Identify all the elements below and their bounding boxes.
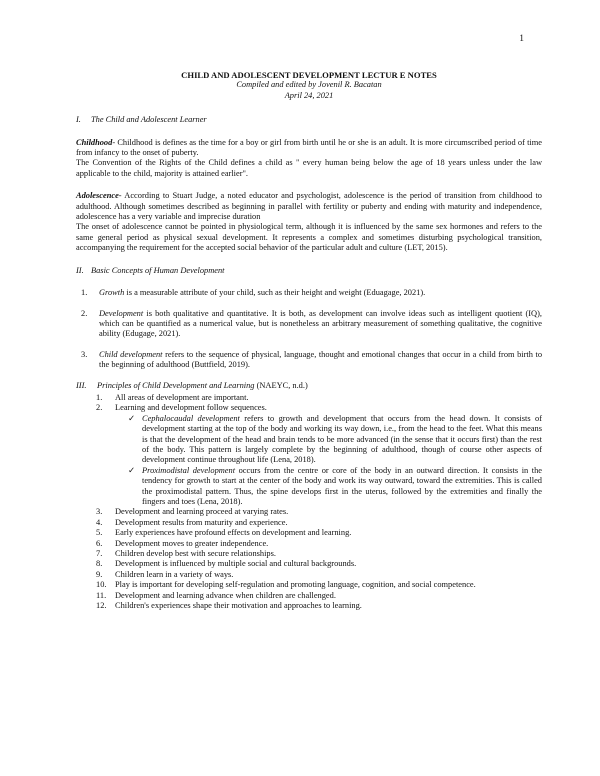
checklist-term: Proximodistal development bbox=[142, 465, 236, 475]
item-text: Development results from maturity and experience. bbox=[115, 517, 288, 527]
item-number: 3. bbox=[81, 349, 88, 359]
convention-paragraph: The Convention of the Rights of the Child defines a child as " every human being below the age of 18 years unless under the law applicable to the child, majority is attained earlier". bbox=[76, 158, 542, 178]
section-title: The Child and Adolescent Learner bbox=[91, 115, 207, 125]
list-item bbox=[96, 559, 542, 569]
item-number: 7. bbox=[96, 549, 103, 559]
item-term: Development bbox=[99, 308, 144, 318]
item-body: is a measurable attribute of your child, such as their height and weight (Eduagage, 2021). bbox=[124, 288, 426, 298]
list-item bbox=[96, 580, 542, 590]
item-number: 6. bbox=[96, 538, 103, 548]
section-title bbox=[97, 381, 308, 391]
item-number: 2. bbox=[96, 403, 103, 413]
item-text: All areas of development are important. bbox=[115, 392, 249, 402]
item-term: Growth bbox=[99, 288, 125, 298]
list-item bbox=[96, 528, 542, 538]
item-number: 5. bbox=[96, 528, 103, 538]
item-number: 12. bbox=[96, 601, 107, 611]
checkmark-icon: ✓ bbox=[128, 465, 136, 475]
item-text bbox=[99, 288, 542, 298]
section-citation: (NAEYC, n.d.) bbox=[254, 380, 308, 390]
document-date: April 24, 2021 bbox=[284, 90, 334, 100]
onset-paragraph: The onset of adolescence cannot be pointed in physiological term, although it is influenced by the same sex hormones and refers to the same general period as physical sexual development. It represents a complex and sometimes disturbing psychological transition, accompanying the requirement for the accepted social behavior of the particular adult and culture (LET, 2015). bbox=[76, 222, 542, 253]
list-item bbox=[76, 309, 542, 340]
checklist bbox=[96, 414, 542, 508]
item-text: Development is influenced by multiple social and cultural backgrounds. bbox=[115, 559, 357, 569]
section-1-body bbox=[76, 138, 542, 254]
document-subtitle: Compiled and edited by Jovenil R. Bacatan bbox=[236, 80, 382, 90]
item-number: 3. bbox=[96, 507, 103, 517]
principles-list bbox=[76, 393, 542, 612]
item-number: 8. bbox=[96, 559, 103, 569]
item-text: Children develop best with secure relationships. bbox=[115, 549, 276, 559]
item-term: Child development bbox=[99, 349, 163, 359]
checkmark-icon: ✓ bbox=[128, 413, 136, 423]
page-number: 1 bbox=[519, 34, 524, 44]
item-number: 9. bbox=[96, 569, 103, 579]
checklist-item bbox=[128, 466, 542, 508]
childhood-term: Childhood bbox=[76, 137, 113, 147]
checklist-body: refers to growth and development that occurs from the head down. It consists of development starting at the top of the body and working its way down, i.e., from the head to the feet. What this means is that the development of the head and brain tends to be more advanced (in the sense that it occurs first) than the rest of the body. This pattern is largely complete by the beginning of adulthood, though of course other aspects of development continue throughout life (Lena, 2018). bbox=[142, 413, 542, 465]
item-text: Development and learning proceed at varying rates. bbox=[115, 507, 289, 517]
item-number: 4. bbox=[96, 517, 103, 527]
section-heading-3 bbox=[76, 381, 542, 391]
item-number: 10. bbox=[96, 580, 107, 590]
item-number: 1. bbox=[96, 392, 103, 402]
section-number: III. bbox=[76, 380, 87, 390]
section-number: I. bbox=[76, 115, 81, 125]
adolescence-definition: - According to Stuart Judge, a noted educator and psychologist, adolescence is the period of transition from childhood to adulthood. Although sometimes described as beginning in parallel with fertility or puberty and ending with maturity and independence, adolescence has a very variable and imprecise duration bbox=[76, 191, 542, 222]
list-item bbox=[96, 570, 542, 580]
document-title: CHILD AND ADOLESCENT DEVELOPMENT LECTUR E NOTES bbox=[181, 70, 437, 80]
item-number: 2. bbox=[81, 308, 88, 318]
list-item bbox=[76, 288, 542, 298]
adolescence-paragraph bbox=[76, 191, 542, 222]
item-text bbox=[99, 309, 542, 340]
list-item bbox=[96, 518, 542, 528]
list-item bbox=[96, 507, 542, 517]
item-text: Development moves to greater independence. bbox=[115, 538, 269, 548]
list-item bbox=[96, 393, 542, 403]
item-text: Children learn in a variety of ways. bbox=[115, 569, 234, 579]
item-text bbox=[99, 350, 542, 371]
section-heading-2 bbox=[76, 266, 542, 276]
section-title-text: Principles of Child Development and Learning bbox=[97, 380, 255, 390]
checklist-item bbox=[128, 414, 542, 466]
item-text: Early experiences have profound effects on development and learning. bbox=[115, 528, 352, 538]
section-title: Basic Concepts of Human Development bbox=[91, 265, 225, 275]
list-item bbox=[96, 539, 542, 549]
checklist-body: occurs from the centre or core of the body in an outward direction. It consists in the tendency for growth to start at the center of the body and work its way outward, toward the extremities. This is called the proximodistal pattern. Thus, the spine develops first in the uterus, followed by the extremities and finally the fingers and toes (Lena, 2018). bbox=[142, 465, 543, 506]
item-text: Children's experiences shape their motivation and approaches to learning. bbox=[115, 601, 362, 611]
list-item bbox=[96, 601, 542, 611]
item-text: Play is important for developing self-regulation and promoting language, cognition, and social competence. bbox=[115, 580, 476, 590]
list-item bbox=[96, 549, 542, 559]
item-number: 11. bbox=[96, 590, 107, 600]
section-heading-1 bbox=[76, 115, 542, 125]
section-number: II. bbox=[76, 265, 84, 275]
item-number: 1. bbox=[81, 288, 88, 298]
list-item bbox=[96, 591, 542, 601]
item-text: Learning and development follow sequences. bbox=[115, 403, 267, 413]
checklist-term: Cephalocaudal development bbox=[142, 413, 240, 423]
checklist-text bbox=[142, 466, 542, 508]
concepts-list bbox=[76, 288, 542, 370]
item-text: Development and learning advance when children are challenged. bbox=[115, 590, 336, 600]
item-body: refers to the sequence of physical, language, thought and emotional changes that occur in a child from birth to the beginning of adulthood (Buttfield, 2019). bbox=[99, 349, 543, 370]
childhood-paragraph bbox=[76, 138, 542, 159]
list-item bbox=[96, 403, 542, 413]
item-body: is both qualitative and quantitative. It is both, as development can involve ideas such as intelligent quotient (IQ), which can be quantified as a numerical value, but is nonetheless an arbitrary measurement of something qualitative, the cognitive ability (Edugage, 2021). bbox=[99, 308, 542, 339]
checklist-text bbox=[142, 414, 542, 466]
childhood-definition: - Childhood is defines as the time for a boy or girl from birth until he or she is an adult. It is more circumscribed period of time from infancy to the onset of puberty. bbox=[76, 137, 542, 158]
list-item bbox=[76, 350, 542, 371]
adolescence-term: Adolescence bbox=[76, 191, 119, 201]
